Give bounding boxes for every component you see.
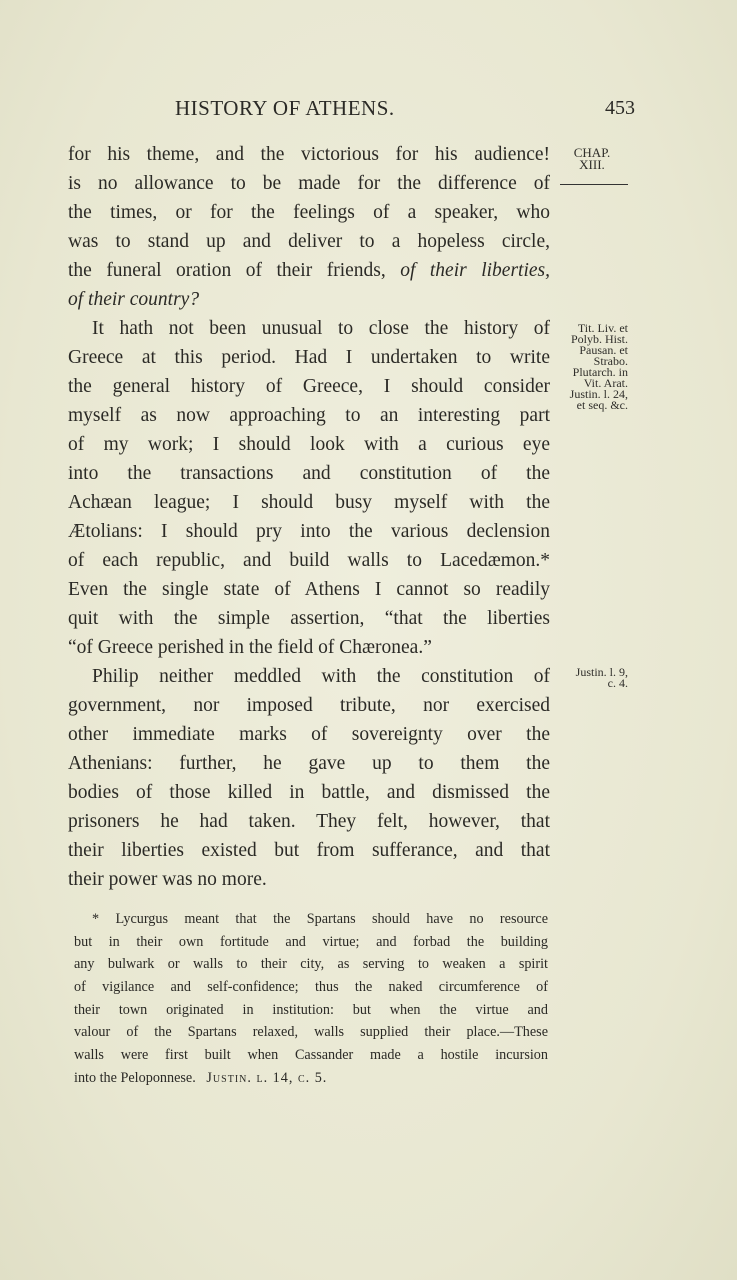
text-line: government, nor imposed tribute, nor exercised: [68, 695, 550, 716]
text-line: the general history of Greece, I should consider: [68, 376, 550, 397]
text-line: of their country?: [68, 289, 200, 310]
footnote-segment: into the Peloponnese.: [74, 1069, 196, 1086]
text-line: their liberties existed but from sufferance, and that: [68, 840, 550, 861]
text-line: into the transactions and constitution of the: [68, 463, 550, 484]
body-text: [68, 140, 550, 894]
running-head: [175, 96, 635, 122]
margin-ref-line: Tit. Liv. et: [577, 321, 628, 335]
margin-ref-line: et seq. &c.: [576, 398, 628, 412]
text-line: was to stand up and deliver to a hopeless circle,: [68, 231, 550, 252]
text-line: bodies of those killed in battle, and dismissed the: [68, 782, 550, 803]
text-line: Ætolians: I should pry into the various declension: [68, 521, 550, 542]
margin-ref-line: Polyb. Hist.: [570, 332, 628, 346]
text-line: myself as now approaching to an interesting part: [68, 405, 550, 426]
footnote-line: their town originated in institution: but when the virtue and: [74, 1001, 548, 1018]
footnote: [74, 908, 548, 1090]
footnote-line: walls were first built when Cassander made a hostile incursion: [74, 1047, 548, 1064]
text-line: Greece at this period. Had I undertaken to write: [68, 347, 550, 368]
text-line: Philip neither meddled with the constitution of: [92, 666, 550, 687]
footnote-line: [74, 1067, 548, 1090]
margin-ref-line: Justin. l. 9,: [575, 665, 628, 679]
margin-ref-line: Pausan. et: [579, 343, 628, 357]
text-line: quit with the simple assertion, “that the liberties: [68, 608, 550, 629]
text-segment: the funeral oration of their friends,: [68, 260, 401, 281]
text-line: [68, 256, 550, 285]
page-number: 453: [605, 97, 635, 119]
text-line: It hath not been unusual to close the history of: [92, 318, 550, 339]
margin-rule: [560, 184, 628, 185]
footnote-line: but in their own fortitude and virtue; and forbad the building: [74, 933, 548, 950]
margin-justin-ref: [556, 667, 628, 689]
running-title: HISTORY OF ATHENS.: [175, 96, 395, 120]
margin-ref-line: c. 4.: [607, 676, 628, 690]
italic-phrase: of their liberties,: [400, 260, 550, 281]
text-line: of each republic, and build walls to Lacedæmon.*: [68, 550, 550, 571]
margin-chapter: [556, 147, 628, 171]
text-line: other immediate marks of sovereignty over the: [68, 724, 550, 745]
text-line: prisoners he had taken. They felt, however, that: [68, 811, 550, 832]
margin-ref-line: Strabo.: [593, 354, 628, 368]
text-line: Even the single state of Athens I cannot so readily: [68, 579, 550, 600]
chapter-number: XIII.: [579, 157, 605, 172]
margin-ref-line: Plutarch. in: [572, 365, 628, 379]
margin-ref-line: Justin. l. 24,: [569, 387, 628, 401]
text-line: of my work; I should look with a curious eye: [68, 434, 550, 455]
footnote-line: valour of the Spartans relaxed, walls supplied their place.—These: [74, 1024, 548, 1041]
chapter-label: CHAP.: [573, 145, 611, 160]
footnote-source: Justin. l. 14, c. 5.: [206, 1069, 328, 1086]
footnote-line: of vigilance and self-confidence; thus the naked circumference of: [74, 979, 548, 996]
footnote-line: * Lycurgus meant that the Spartans should have no resource: [92, 911, 548, 927]
text-line: Achæan league; I should busy myself with the: [68, 492, 550, 513]
footnote-line: any bulwark or walls to their city, as serving to weaken a spirit: [74, 956, 548, 973]
text-line: their power was no more.: [68, 869, 267, 890]
text-line: Athenians: further, he gave up to them the: [68, 753, 550, 774]
text-line: the times, or for the feelings of a speaker, who: [68, 202, 550, 223]
text-line: “of Greece perished in the field of Chæronea.”: [68, 637, 432, 658]
text-line: for his theme, and the victorious for his audience!: [68, 144, 550, 165]
margin-ref-line: Vit. Arat.: [583, 376, 628, 390]
text-line: is no allowance to be made for the difference of: [68, 173, 550, 194]
margin-references: [556, 323, 628, 411]
